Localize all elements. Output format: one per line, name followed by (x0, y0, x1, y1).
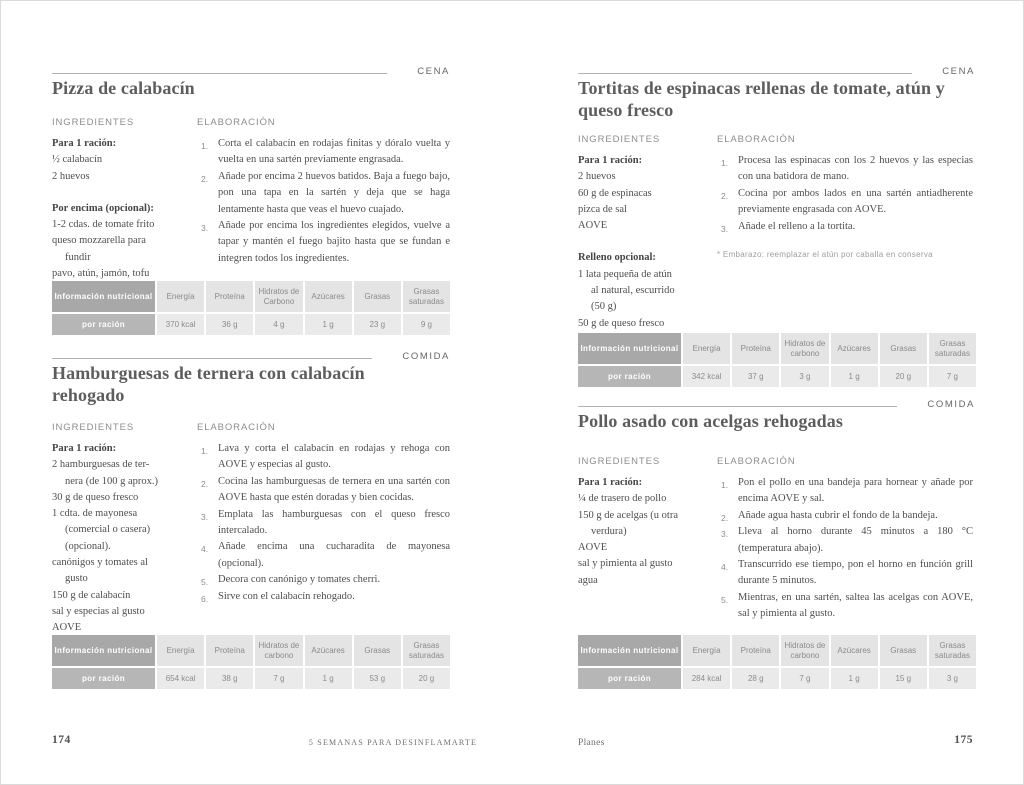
nutrition-value: 53 g (354, 668, 401, 689)
nutrition-column-header: Hidratos de carbono (781, 333, 828, 364)
elaboration-column (197, 116, 450, 267)
nutrition-column (732, 635, 779, 689)
step-item: Cocina por ambos lados en una sartén antiadherente previamente engrasada con AOVE. (738, 187, 973, 216)
elaboration-column (197, 421, 450, 605)
ingredient-line: Para 1 ración: (52, 443, 117, 454)
ingredient-line: Por encima (opcional): (52, 202, 154, 214)
nutrition-column (929, 333, 976, 387)
nutrition-value: 1 g (305, 668, 352, 689)
ingredient-line: (opcional). (65, 540, 111, 552)
nutrition-value: 23 g (354, 314, 401, 335)
nutrition-column-header: Proteína (732, 333, 779, 364)
nutrition-serving-label: por ración (578, 366, 681, 387)
ingredient-line: (comercial o casera) (65, 524, 151, 536)
ingredients-column (578, 133, 720, 348)
nutrition-label-column (52, 635, 155, 689)
nutrition-value: 7 g (255, 668, 302, 689)
ingredient-line: 1 lata pequeña de atún (578, 268, 672, 280)
meal-label: CENA (942, 66, 975, 77)
ingredients-list (578, 153, 720, 348)
step-item: Lleva al horno durante 45 minutos a 180 °C (temperatura abajo). (738, 526, 973, 554)
nutrition-columns (157, 281, 450, 335)
ingredient-line: AOVE (578, 220, 608, 232)
nutrition-column-header: Grasas saturadas (929, 333, 976, 364)
nutrition-column (683, 635, 730, 689)
nutrition-value: 284 kcal (683, 668, 730, 689)
nutrition-column (831, 333, 878, 387)
step-item: Lava y corta el calabacín en rodajas y rehoga con AOVE y especias al gusto. (218, 443, 450, 471)
divider-line (578, 73, 912, 74)
ingredients-column (52, 421, 200, 637)
elaboration-column (717, 455, 973, 623)
nutrition-column (683, 333, 730, 387)
nutrition-table-title: Información nutricional (52, 635, 155, 666)
step-item: Corta el calabacín en rodajas finitas y dóralo vuelta y vuelta en una sartén previamente engrasada. (218, 138, 450, 166)
nutrition-column (732, 333, 779, 387)
nutrition-column (781, 333, 828, 387)
page-number-left: 174 (52, 734, 71, 746)
nutrition-column-header: Hidratos de carbono (255, 635, 302, 666)
nutrition-column-header: Grasas (354, 635, 401, 666)
ingredients-list (578, 475, 726, 589)
ingredient-line: 150 g de calabacín (52, 589, 131, 601)
ingredient-line: sal y pimienta al gusto (578, 558, 673, 570)
nutrition-column-header: Azúcares (831, 333, 878, 364)
nutrition-value: 38 g (206, 668, 253, 689)
nutrition-column-header: Azúcares (305, 281, 352, 312)
recipe-title (578, 410, 843, 432)
step-item: Transcurrido ese tiempo, pon el horno en función grill durante 5 minutos. (738, 559, 973, 587)
ingredient-line: 1-2 cdas. de tomate frito (52, 219, 155, 231)
nutrition-value: 342 kcal (683, 366, 730, 387)
nutrition-column-header: Azúcares (305, 635, 352, 666)
nutrition-column-header: Grasas (880, 635, 927, 666)
step-item: Añade encima una cucharadita de mayonesa (opcional). (218, 541, 450, 569)
step-item: Cocina las hamburguesas de ternera en una sartén con AOVE hasta que estén doradas y bien cocidas. (218, 475, 450, 504)
ingredient-line: al natural, escurrido (591, 285, 675, 297)
meal-label-row (52, 349, 450, 362)
nutrition-table (52, 635, 450, 689)
meal-label: COMIDA (927, 399, 975, 410)
nutrition-table-title: Información nutricional (578, 333, 681, 364)
recipe-title (52, 77, 195, 99)
ingredient-line: 2 huevos (578, 171, 616, 183)
nutrition-table (578, 635, 976, 689)
meal-label-row (52, 64, 450, 77)
ingredients-column (52, 116, 197, 282)
elaboration-heading: ELABORACIÓN (717, 456, 796, 467)
divider-line (52, 358, 372, 359)
nutrition-column-header: Energía (157, 281, 204, 312)
steps-list (197, 136, 450, 267)
step-item: Decora con canónigo y tomates cherri. (218, 574, 381, 586)
nutrition-value: 3 g (781, 366, 828, 387)
nutrition-value: 9 g (403, 314, 450, 335)
ingredient-line: nera (de 100 g aprox.) (65, 475, 159, 487)
step-item: Añade agua hasta cubrir el fondo de la bandeja. (738, 509, 938, 521)
nutrition-column-header: Energía (683, 635, 730, 666)
ingredient-line: 60 g de espinacas (578, 187, 652, 199)
divider-line (52, 73, 387, 74)
ingredient-line: 1 cdta. de mayonesa (52, 508, 138, 520)
nutrition-column (929, 635, 976, 689)
ingredient-line: ¼ de trasero de pollo (578, 493, 667, 505)
ingredient-line: canónigos y tomates al (52, 557, 148, 569)
recipe-title-line: Hamburguesas de ternera con calabacín (52, 363, 365, 383)
recipe-title-line: Pollo asado con acelgas rehogadas (578, 411, 843, 431)
step-item: Pon el pollo en una bandeja para hornear y añade por encima AOVE y sal. (738, 477, 973, 505)
recipe-title (52, 362, 365, 406)
nutrition-table (52, 281, 450, 335)
nutrition-value: 7 g (781, 668, 828, 689)
nutrition-table-title: Información nutricional (52, 281, 155, 312)
step-item: Añade el relleno a la tortita. (738, 220, 856, 232)
elaboration-column (717, 133, 973, 235)
nutrition-value: 654 kcal (157, 668, 204, 689)
ingredient-line: Para 1 ración: (578, 477, 643, 488)
nutrition-label-column (52, 281, 155, 335)
ingredient-line: pizca de sal (578, 203, 627, 215)
nutrition-column-header: Energía (683, 333, 730, 364)
elaboration-heading: ELABORACIÓN (717, 134, 796, 145)
nutrition-value: 20 g (880, 366, 927, 387)
recipe-title-line: queso fresco (578, 100, 674, 120)
ingredient-line: 2 huevos (52, 170, 90, 182)
ingredient-line: Relleno opcional: (578, 252, 656, 264)
nutrition-column-header: Grasas saturadas (929, 635, 976, 666)
nutrition-column (206, 635, 253, 689)
meal-label: COMIDA (402, 351, 450, 362)
ingredient-line: 2 hamburguesas de ter- (52, 459, 150, 471)
nutrition-column (354, 281, 401, 335)
nutrition-column (157, 635, 204, 689)
running-footer-book-title: 5 SEMANAS PARA DESINFLAMARTE (308, 738, 478, 747)
ingredients-list (52, 441, 200, 637)
steps-list (717, 153, 973, 235)
nutrition-column-header: Hidratos de Carbono (255, 281, 302, 312)
nutrition-column-header: Hidratos de carbono (781, 635, 828, 666)
ingredients-heading: INGREDIENTES (578, 456, 661, 467)
step-item: Añade por encima los ingredientes elegidos, vuelve a tapar y mantén el fuego bajito hasta que se fundan e integren todos los ingredientes. (218, 220, 450, 264)
nutrition-column-header: Proteína (732, 635, 779, 666)
ingredient-line: queso mozzarella para (52, 235, 146, 247)
nutrition-column (880, 635, 927, 689)
ingredient-line: Para 1 ración: (52, 138, 117, 149)
ingredient-line: AOVE (52, 622, 82, 634)
nutrition-column-header: Proteína (206, 635, 253, 666)
ingredients-list (52, 136, 197, 282)
step-item: Procesa las espinacas con los 2 huevos y las especias con una batidora de mano. (738, 155, 973, 183)
nutrition-value: 1 g (831, 366, 878, 387)
elaboration-heading: ELABORACIÓN (197, 422, 276, 433)
ingredient-line: fundir (65, 251, 91, 263)
nutrition-value: 15 g (880, 668, 927, 689)
nutrition-column-header: Azúcares (831, 635, 878, 666)
ingredient-line: 30 g de queso fresco (52, 491, 139, 503)
steps-list (197, 441, 450, 605)
nutrition-serving-label: por ración (578, 668, 681, 689)
nutrition-column (206, 281, 253, 335)
step-item: Mientras, en una sartén, saltea las acelgas con AOVE, sal y pimienta al gusto. (738, 591, 973, 620)
elaboration-heading: ELABORACIÓN (197, 117, 276, 128)
nutrition-column (305, 635, 352, 689)
nutrition-value: 1 g (305, 314, 352, 335)
recipe-title-line: Pizza de calabacín (52, 78, 195, 98)
recipe-title-line: rehogado (52, 385, 125, 405)
nutrition-value: 3 g (929, 668, 976, 689)
step-item: Emplata las hamburguesas con el queso fresco intercalado. (218, 508, 450, 537)
ingredient-line: pavo, atún, jamón, tofu (52, 268, 150, 280)
ingredient-line: Para 1 ración: (578, 155, 643, 166)
ingredient-line: AOVE (578, 542, 608, 554)
nutrition-columns (157, 635, 450, 689)
ingredient-line: ½ calabacín (52, 154, 103, 166)
nutrition-column (880, 333, 927, 387)
divider-line (578, 406, 897, 407)
nutrition-column (403, 635, 450, 689)
nutrition-column-header: Grasas saturadas (403, 281, 450, 312)
meal-label-row (578, 397, 975, 410)
nutrition-column (255, 635, 302, 689)
nutrition-serving-label: por ración (52, 668, 155, 689)
nutrition-column-header: Grasas (354, 281, 401, 312)
nutrition-columns (683, 333, 976, 387)
ingredients-heading: INGREDIENTES (52, 422, 135, 433)
nutrition-table-title: Información nutricional (578, 635, 681, 666)
nutrition-column (781, 635, 828, 689)
ingredient-line: 50 g de queso fresco (578, 317, 665, 329)
nutrition-value: 370 kcal (157, 314, 204, 335)
nutrition-column-header: Grasas saturadas (403, 635, 450, 666)
ingredients-heading: INGREDIENTES (578, 134, 661, 145)
nutrition-table (578, 333, 976, 387)
step-item: Añade por encima 2 huevos batidos. Baja a fuego bajo, pon una tapa en la sartén y deja que se haga lentamente hasta que veas el huevo cuajado. (218, 170, 450, 215)
nutrition-value: 7 g (929, 366, 976, 387)
nutrition-label-column (578, 333, 681, 387)
ingredient-line: (50 g) (591, 301, 617, 313)
meal-label: CENA (417, 66, 450, 77)
ingredient-line: agua (578, 574, 598, 586)
nutrition-column (354, 635, 401, 689)
nutrition-column-header: Grasas (880, 333, 927, 364)
nutrition-column-header: Proteína (206, 281, 253, 312)
recipe-title (578, 77, 945, 121)
nutrition-column (831, 635, 878, 689)
nutrition-value: 36 g (206, 314, 253, 335)
step-item: Sirve con el calabacín rehogado. (218, 590, 355, 602)
ingredients-heading: INGREDIENTES (52, 117, 135, 128)
meal-label-row (578, 64, 975, 77)
steps-list (717, 475, 973, 623)
running-footer-section: Planes (578, 738, 605, 748)
nutrition-column (403, 281, 450, 335)
pregnancy-note: * Embarazo: reemplazar el atún por caballa en conserva (717, 250, 933, 259)
ingredients-column (578, 455, 726, 589)
nutrition-label-column (578, 635, 681, 689)
ingredient-line: gusto (65, 573, 88, 585)
nutrition-value: 4 g (255, 314, 302, 335)
ingredient-line: sal y especias al gusto (52, 605, 145, 617)
nutrition-column (157, 281, 204, 335)
page-number-right: 175 (954, 734, 973, 746)
nutrition-columns (683, 635, 976, 689)
nutrition-value: 20 g (403, 668, 450, 689)
ingredient-line: 150 g de acelgas (u otra (578, 509, 679, 521)
nutrition-serving-label: por ración (52, 314, 155, 335)
ingredient-line: verdura) (591, 525, 627, 537)
nutrition-column-header: Energía (157, 635, 204, 666)
nutrition-value: 37 g (732, 366, 779, 387)
nutrition-column (255, 281, 302, 335)
recipe-title-line: Tortitas de espinacas rellenas de tomate, atún y (578, 78, 945, 98)
nutrition-column (305, 281, 352, 335)
nutrition-value: 1 g (831, 668, 878, 689)
nutrition-value: 28 g (732, 668, 779, 689)
